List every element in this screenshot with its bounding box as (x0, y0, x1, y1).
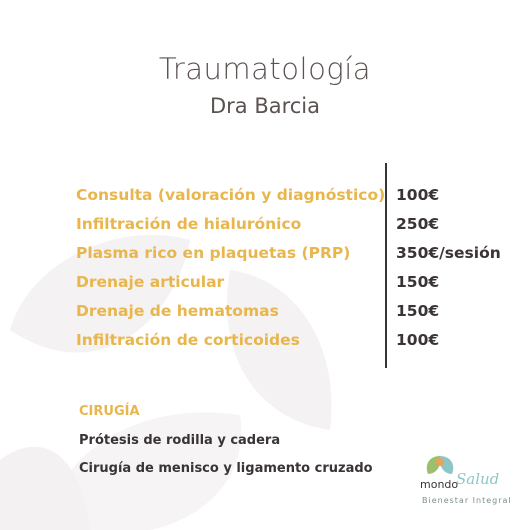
logo-tagline: Bienestar Integral (422, 496, 512, 505)
service-price: 100€ (396, 331, 440, 349)
cirugia-item: Prótesis de rodilla y cadera (79, 433, 281, 448)
service-price: 250€ (396, 215, 440, 233)
service-price: 100€ (396, 186, 440, 204)
logo-word-mondo: mondo (420, 478, 459, 491)
doctor-name: Dra Barcia (209, 94, 321, 118)
service-name: Drenaje articular (76, 273, 225, 291)
page-title: Traumatología (158, 52, 372, 86)
service-name: Infiltración de corticoides (76, 331, 300, 349)
service-name: Drenaje de hematomas (76, 302, 279, 320)
column-divider (385, 163, 387, 368)
service-price: 150€ (396, 273, 440, 291)
service-name: Infiltración de hialurónico (76, 215, 302, 233)
cirugia-item: Cirugía de menisco y ligamento cruzado (79, 461, 373, 476)
service-name: Plasma rico en plaquetas (PRP) (76, 244, 351, 262)
logo-word-salud: Salud (456, 470, 500, 488)
cirugia-heading: CIRUGÍA (79, 404, 140, 419)
service-name: Consulta (valoración y diagnóstico) (76, 186, 386, 204)
service-price: 350€/sesión (396, 244, 501, 262)
service-price: 150€ (396, 302, 440, 320)
